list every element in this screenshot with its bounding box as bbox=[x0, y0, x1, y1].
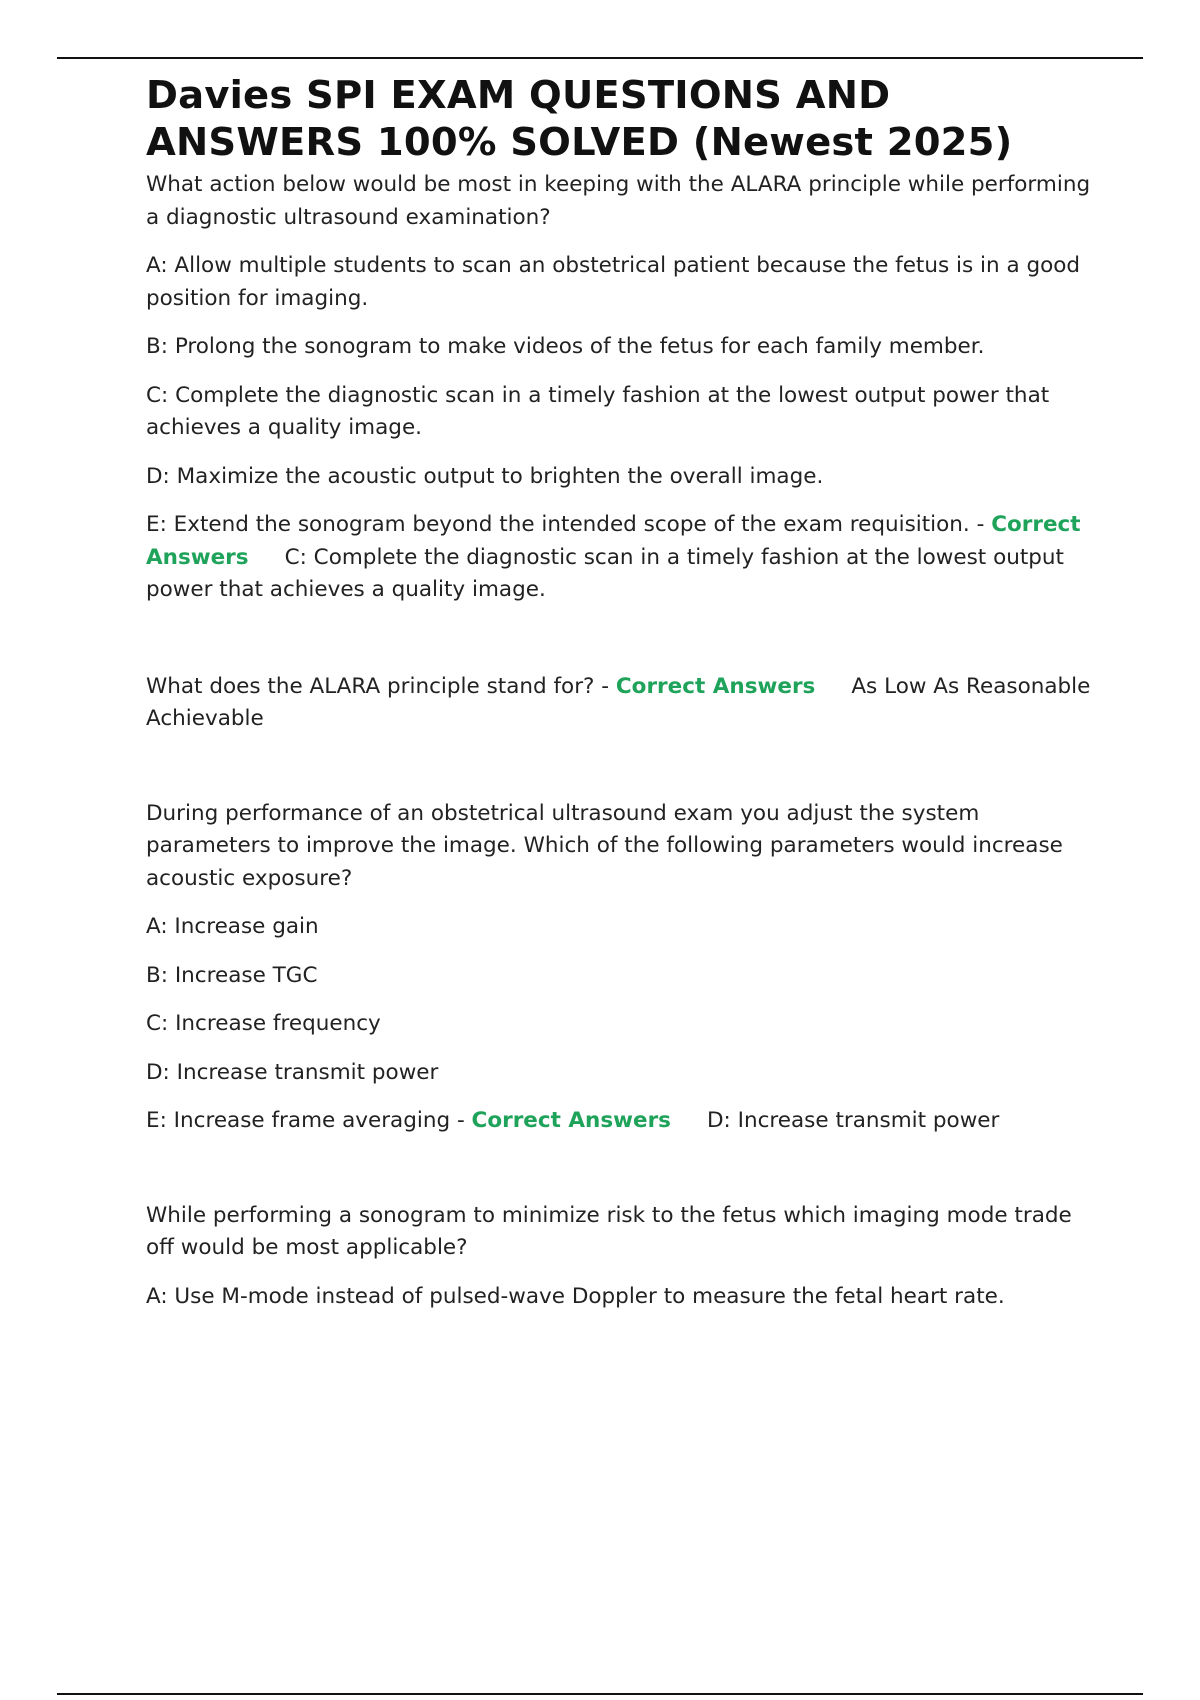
option-e: E: Extend the sonogram beyond the intended scope of the exam requisition. - bbox=[146, 512, 985, 537]
option-e-with-answer bbox=[146, 1105, 1106, 1138]
question-block-1 bbox=[146, 169, 1106, 607]
answer-text: C: Complete the diagnostic scan in a timely fashion at the lowest output power that achieves a quality image. bbox=[146, 544, 1064, 602]
option-d: D: Maximize the acoustic output to brighten the overall image. bbox=[146, 463, 824, 489]
answer-text: D: Increase transmit power bbox=[706, 1108, 1000, 1133]
option-d: D: Increase transmit power bbox=[146, 1059, 439, 1085]
document-title: Davies SPI EXAM QUESTIONS AND ANSWERS 100% SOLVED (Newest 2025) bbox=[146, 73, 1013, 165]
option-e: E: Increase frame averaging - bbox=[146, 1108, 465, 1133]
answer-text: As Low As Reasonable Achievable bbox=[146, 673, 1091, 731]
correct-answers-label: Correct Answers bbox=[146, 512, 1081, 570]
option-a: A: Increase gain bbox=[146, 914, 319, 939]
option-a: A: Use M-mode instead of pulsed-wave Doppler to measure the fetal heart rate. bbox=[146, 1283, 1005, 1309]
question-block-4 bbox=[146, 1200, 1106, 1314]
question-text: During performance of an obstetrical ultrasound exam you adjust the system parameters to improve the image. Which of the following parameters would increase acoustic exposure? bbox=[146, 800, 1063, 891]
option-b: B: Increase TGC bbox=[146, 962, 318, 988]
question-text: What does the ALARA principle stand for? - bbox=[146, 673, 610, 699]
question-text: What action below would be most in keeping with the ALARA principle while performing a diagnostic ultrasound examination? bbox=[146, 172, 1091, 230]
question-block-2 bbox=[146, 671, 1106, 736]
correct-answers-label: Correct Answers bbox=[471, 1108, 671, 1133]
option-c: C: Increase frequency bbox=[146, 1011, 381, 1036]
question-text: While performing a sonogram to minimize risk to the fetus which imaging mode trade off would be most applicable? bbox=[146, 1202, 1072, 1260]
option-e-with-answer bbox=[146, 509, 1106, 607]
option-c: C: Complete the diagnostic scan in a timely fashion at the lowest output power that achieves a quality image. bbox=[146, 382, 1050, 440]
option-b: B: Prolong the sonogram to make videos of the fetus for each family member. bbox=[146, 334, 985, 359]
header-rule bbox=[57, 57, 1143, 59]
question-block-3 bbox=[146, 798, 1106, 1138]
option-a: A: Allow multiple students to scan an obstetrical patient because the fetus is in a good position for imaging. bbox=[146, 253, 1081, 311]
document-body bbox=[146, 72, 1106, 1329]
question-with-answer bbox=[146, 671, 1106, 736]
footer-rule bbox=[57, 1693, 1143, 1695]
correct-answers-label: Correct Answers bbox=[615, 673, 816, 699]
